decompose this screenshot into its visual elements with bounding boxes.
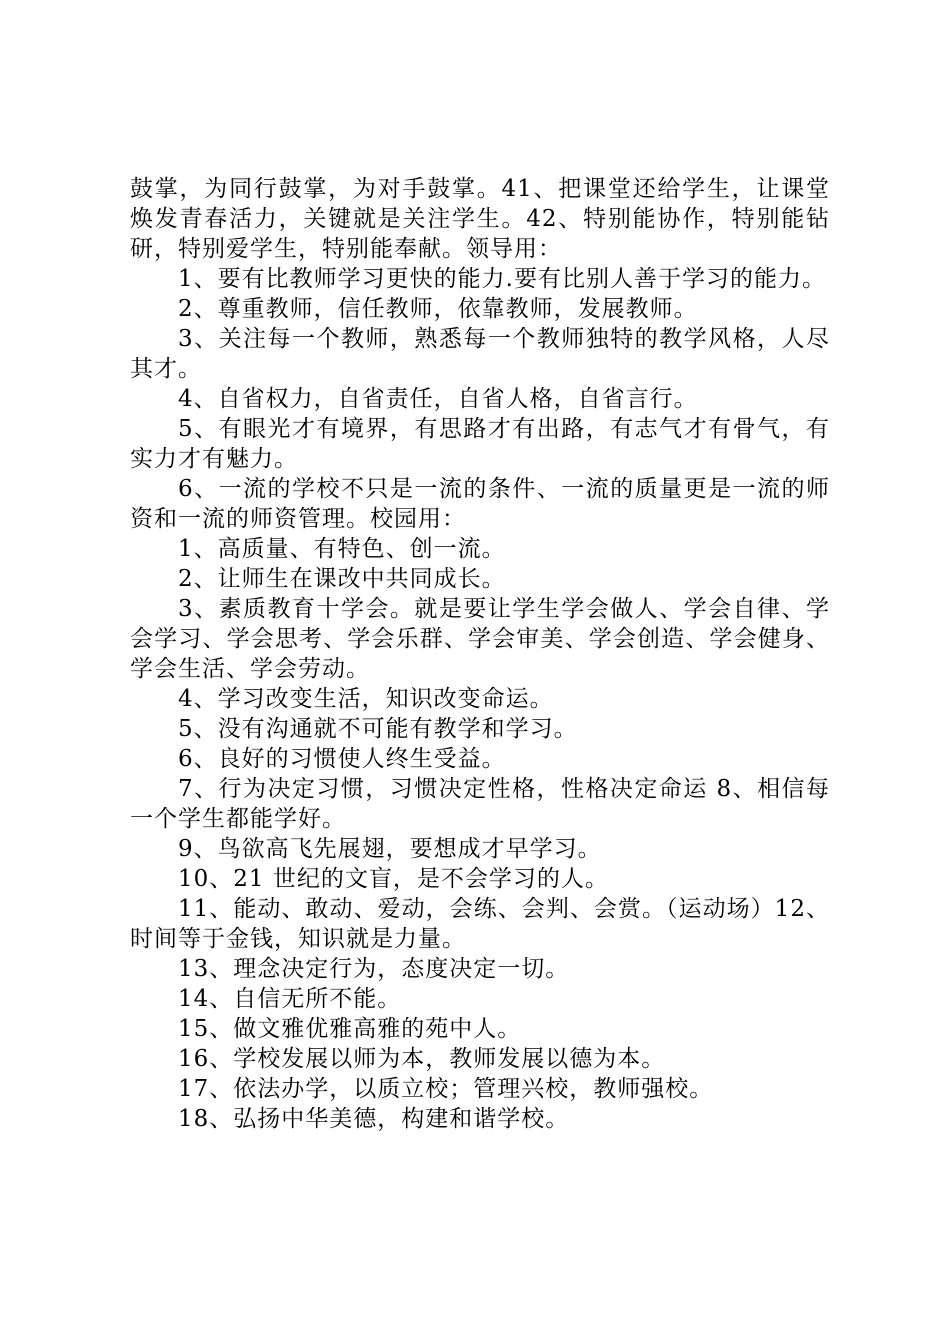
paragraph: 14、自信无所不能。 xyxy=(178,986,402,1012)
paragraph: 2、尊重教师，信任教师，依靠教师，发展教师。 xyxy=(178,296,698,322)
paragraph: 鼓掌，为同行鼓掌，为对手鼓掌。41、把课堂还给学生，让课堂焕发青春活力，关键就是关注学生。42、特别能协作，特别能钻研，特别爱学生，特别能奉献。领导用： xyxy=(130,176,830,262)
paragraph: 2、让师生在课改中共同成长。 xyxy=(178,566,506,592)
paragraph: 9、鸟欲高飞先展翅，要想成才早学习。 xyxy=(178,836,602,862)
paragraph: 4、自省权力，自省责任，自省人格，自省言行。 xyxy=(178,386,698,412)
paragraph: 1、高质量、有特色、创一流。 xyxy=(178,536,506,562)
paragraph: 5、没有沟通就不可能有教学和学习。 xyxy=(178,716,578,742)
paragraph: 4、学习改变生活，知识改变命运。 xyxy=(178,686,554,712)
paragraph: 3、关注每一个教师，熟悉每一个教师独特的教学风格，人尽其才。 xyxy=(130,326,830,382)
paragraph: 10、21 世纪的文盲，是不会学习的人。 xyxy=(178,866,609,892)
paragraph: 11、能动、敢动、爱动，会练、会判、会赏。（运动场）12、时间等于金钱，知识就是力量。 xyxy=(130,896,830,952)
document-body xyxy=(130,174,830,1134)
paragraph: 6、一流的学校不只是一流的条件、一流的质量更是一流的师资和一流的师资管理。校园用： xyxy=(130,476,830,532)
paragraph: 13、理念决定行为，态度决定一切。 xyxy=(178,956,570,982)
paragraph: 7、行为决定习惯，习惯决定性格，性格决定命运 8、相信每一个学生都能学好。 xyxy=(130,776,830,832)
paragraph: 6、良好的习惯使人终生受益。 xyxy=(178,746,506,772)
paragraph: 18、弘扬中华美德，构建和谐学校。 xyxy=(178,1106,570,1132)
paragraph: 17、依法办学，以质立校；管理兴校，教师强校。 xyxy=(178,1076,714,1102)
paragraph: 16、学校发展以师为本，教师发展以德为本。 xyxy=(178,1046,666,1072)
paragraph: 5、有眼光才有境界，有思路才有出路，有志气才有骨气，有实力才有魅力。 xyxy=(130,416,830,472)
paragraph: 1、要有比教师学习更快的能力.要有比别人善于学习的能力。 xyxy=(178,266,826,292)
paragraph: 3、素质教育十学会。就是要让学生学会做人、学会自律、学会学习、学会思考、学会乐群、学会审美、学会创造、学会健身、学会生活、学会劳动。 xyxy=(130,596,830,682)
paragraph: 15、做文雅优雅高雅的苑中人。 xyxy=(178,1016,522,1042)
